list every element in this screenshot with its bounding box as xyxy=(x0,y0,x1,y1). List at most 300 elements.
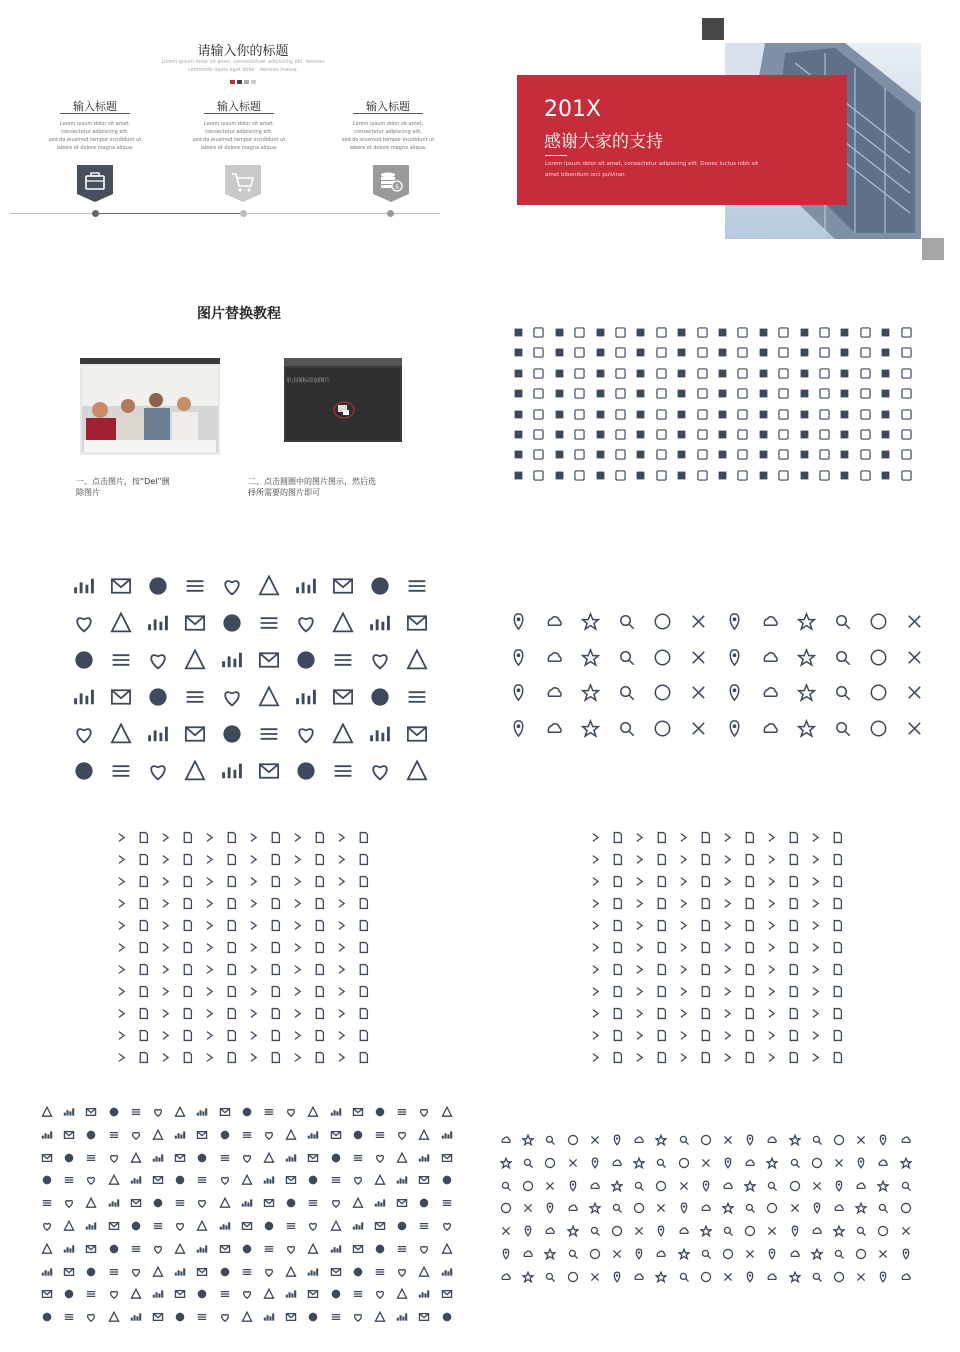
glyph-icon xyxy=(196,1266,208,1278)
glyph-icon xyxy=(330,1288,342,1300)
glyph-icon xyxy=(655,1157,667,1169)
glyph-icon xyxy=(743,897,756,910)
glyph-icon xyxy=(247,985,260,998)
glyph-icon xyxy=(700,1225,712,1237)
glyph-icon xyxy=(146,685,170,709)
glyph-icon xyxy=(589,1271,601,1283)
glyph-icon xyxy=(331,722,355,746)
glyph-icon xyxy=(181,919,194,932)
glyph-icon xyxy=(357,985,370,998)
glyph-icon xyxy=(634,408,647,421)
glyph-icon xyxy=(721,853,734,866)
column-2-title: 输入标题 xyxy=(217,100,261,113)
glyph-icon xyxy=(833,1157,845,1169)
glyph-icon xyxy=(63,1266,75,1278)
glyph-icon xyxy=(257,611,281,635)
glyph-icon xyxy=(655,448,668,461)
glyph-icon xyxy=(744,1202,756,1214)
glyph-icon xyxy=(831,1051,844,1064)
glyph-icon xyxy=(219,1243,231,1255)
glyph-icon xyxy=(589,1051,602,1064)
glyph-icon xyxy=(263,1243,275,1255)
glyph-icon xyxy=(787,831,800,844)
glyph-icon xyxy=(833,1180,845,1192)
glyph-icon xyxy=(567,1225,579,1237)
glyph-icon xyxy=(589,875,602,888)
glyph-icon xyxy=(196,1106,208,1118)
glyph-icon xyxy=(330,1311,342,1323)
glyph-icon xyxy=(269,875,282,888)
glyph-icon xyxy=(152,1197,164,1209)
column-1-text-1: Lorem ipsum dolor sit amet, xyxy=(59,121,131,127)
glyph-icon xyxy=(335,985,348,998)
glyph-icon xyxy=(589,1225,601,1237)
glyph-icon xyxy=(811,1225,823,1237)
glyph-icon xyxy=(721,1029,734,1042)
glyph-icon xyxy=(108,1311,120,1323)
glyph-icon xyxy=(798,367,811,380)
glyph-icon xyxy=(838,469,851,482)
glyph-icon xyxy=(241,1266,253,1278)
glyph-icon xyxy=(203,831,216,844)
glyph-icon xyxy=(573,346,586,359)
glyph-icon xyxy=(512,367,525,380)
glyph-icon xyxy=(722,1202,734,1214)
glyph-icon xyxy=(634,469,647,482)
glyph-icon xyxy=(285,1197,297,1209)
glyph-icon xyxy=(357,875,370,888)
glyph-icon xyxy=(743,919,756,932)
glyph-icon xyxy=(696,428,709,441)
glyph-icon xyxy=(307,1106,319,1118)
glyph-icon xyxy=(159,831,172,844)
glyph-icon xyxy=(699,897,712,910)
glyph-icon xyxy=(335,875,348,888)
glyph-icon xyxy=(137,897,150,910)
glyph-icon xyxy=(257,685,281,709)
glyph-icon xyxy=(115,1029,128,1042)
glyph-icon xyxy=(396,1106,408,1118)
glyph-icon xyxy=(900,428,913,441)
glyph-icon xyxy=(614,367,627,380)
glyph-icon xyxy=(831,963,844,976)
glyph-icon xyxy=(441,1129,453,1141)
glyph-icon xyxy=(269,897,282,910)
timeline-active xyxy=(95,213,243,214)
glyph-icon xyxy=(196,1288,208,1300)
glyph-icon xyxy=(159,985,172,998)
glyph-icon xyxy=(831,1007,844,1020)
glyph-icon xyxy=(174,1266,186,1278)
glyph-icon xyxy=(374,1106,386,1118)
glyph-icon xyxy=(655,469,668,482)
glyph-icon xyxy=(677,1029,690,1042)
glyph-icon xyxy=(357,941,370,954)
glyph-icon xyxy=(611,1157,623,1169)
glyph-icon xyxy=(677,875,690,888)
glyph-icon xyxy=(241,1129,253,1141)
glyph-icon xyxy=(611,897,624,910)
glyph-icon xyxy=(335,941,348,954)
glyph-icon xyxy=(137,919,150,932)
glyph-icon xyxy=(368,722,392,746)
glyph-icon xyxy=(441,1243,453,1255)
glyph-icon xyxy=(85,1243,97,1255)
glyph-icon xyxy=(743,853,756,866)
glyph-icon xyxy=(247,941,260,954)
glyph-icon xyxy=(594,387,607,400)
glyph-icon xyxy=(589,1157,601,1169)
glyph-icon xyxy=(159,897,172,910)
glyph-icon xyxy=(594,469,607,482)
glyph-icon xyxy=(696,387,709,400)
glyph-icon xyxy=(285,1220,297,1232)
glyph-icon xyxy=(833,648,852,667)
glyph-icon xyxy=(225,853,238,866)
glyph-icon xyxy=(553,448,566,461)
glyph-icon xyxy=(611,1029,624,1042)
glyph-icon xyxy=(766,1271,778,1283)
glyph-icon xyxy=(532,367,545,380)
glyph-icon xyxy=(441,1288,453,1300)
glyph-icon xyxy=(787,941,800,954)
glyph-icon xyxy=(617,612,636,631)
glyph-icon xyxy=(225,831,238,844)
glyph-icon xyxy=(696,367,709,380)
glyph-icon xyxy=(789,1180,801,1192)
glyph-icon xyxy=(699,941,712,954)
glyph-icon xyxy=(225,919,238,932)
glyph-icon xyxy=(553,346,566,359)
glyph-icon xyxy=(313,919,326,932)
glyph-icon xyxy=(766,1225,778,1237)
glyph-icon xyxy=(263,1220,275,1232)
glyph-icon xyxy=(553,428,566,441)
glyph-icon xyxy=(589,1029,602,1042)
step-1-line-2: 除图片 xyxy=(76,488,100,497)
glyph-icon xyxy=(247,831,260,844)
glyph-icon xyxy=(130,1288,142,1300)
glyph-icon xyxy=(174,1197,186,1209)
glyph-icon xyxy=(809,919,822,932)
glyph-icon xyxy=(553,408,566,421)
glyph-icon xyxy=(352,1197,364,1209)
glyph-icon xyxy=(725,683,744,702)
glyph-icon xyxy=(900,469,913,482)
glyph-icon xyxy=(294,759,318,783)
glyph-icon xyxy=(614,469,627,482)
glyph-icon xyxy=(869,648,888,667)
glyph-icon xyxy=(855,1225,867,1237)
glyph-icon xyxy=(352,1174,364,1186)
glyph-icon xyxy=(831,897,844,910)
glyph-icon xyxy=(634,367,647,380)
glyph-icon xyxy=(809,831,822,844)
glyph-icon xyxy=(196,1174,208,1186)
glyph-icon xyxy=(677,1051,690,1064)
glyph-icon xyxy=(757,387,770,400)
glyph-icon xyxy=(633,875,646,888)
glyph-icon xyxy=(181,853,194,866)
column-1-text-2: consectetur adipiscing elit, xyxy=(61,129,129,135)
glyph-icon xyxy=(900,367,913,380)
glyph-icon xyxy=(743,1029,756,1042)
glyph-icon xyxy=(777,408,790,421)
glyph-icon xyxy=(544,1248,556,1260)
glyph-icon xyxy=(699,1007,712,1020)
glyph-icon xyxy=(567,1134,579,1146)
glyph-icon xyxy=(721,897,734,910)
glyph-icon xyxy=(611,1051,624,1064)
glyph-icon xyxy=(130,1243,142,1255)
glyph-icon xyxy=(109,759,133,783)
glyph-icon xyxy=(787,853,800,866)
glyph-icon xyxy=(418,1106,430,1118)
glyph-icon xyxy=(722,1180,734,1192)
glyph-icon xyxy=(798,469,811,482)
glyph-icon xyxy=(589,985,602,998)
glyph-icon xyxy=(567,1248,579,1260)
glyph-icon xyxy=(159,1007,172,1020)
glyph-icon xyxy=(721,831,734,844)
glyph-icon xyxy=(418,1174,430,1186)
glyph-icon xyxy=(589,963,602,976)
glyph-icon xyxy=(765,985,778,998)
decor-square-dark xyxy=(702,18,724,40)
glyph-icon xyxy=(137,875,150,888)
glyph-icon xyxy=(573,428,586,441)
glyph-icon xyxy=(877,1180,889,1192)
glyph-icon xyxy=(699,853,712,866)
glyph-icon xyxy=(522,1248,534,1260)
glyph-icon xyxy=(833,1271,845,1283)
glyph-icon xyxy=(115,875,128,888)
glyph-icon xyxy=(589,919,602,932)
glyph-icon xyxy=(809,875,822,888)
glyph-icon xyxy=(614,387,627,400)
glyph-icon xyxy=(689,683,708,702)
placeholder-screenshot[interactable] xyxy=(284,358,402,442)
glyph-icon xyxy=(678,1180,690,1192)
glyph-icon xyxy=(220,574,244,598)
glyph-icon xyxy=(152,1106,164,1118)
glyph-icon xyxy=(152,1129,164,1141)
glyph-icon xyxy=(594,326,607,339)
glyph-icon xyxy=(109,722,133,746)
glyph-icon xyxy=(743,1007,756,1020)
glyph-icon xyxy=(838,387,851,400)
glyph-icon xyxy=(544,1202,556,1214)
glyph-icon xyxy=(611,1202,623,1214)
glyph-icon xyxy=(225,1051,238,1064)
glyph-icon xyxy=(183,722,207,746)
glyph-icon xyxy=(115,831,128,844)
glyph-icon xyxy=(699,1029,712,1042)
glyph-icon xyxy=(500,1202,512,1214)
glyph-icon xyxy=(900,1180,912,1192)
glyph-icon xyxy=(809,963,822,976)
glyph-icon xyxy=(72,759,96,783)
glyph-icon xyxy=(522,1225,534,1237)
glyph-icon xyxy=(500,1157,512,1169)
glyph-icon xyxy=(263,1174,275,1186)
placeholder-caption: 单击图标添加图片 xyxy=(286,378,331,384)
glyph-icon xyxy=(787,897,800,910)
glyph-icon xyxy=(725,648,744,667)
glyph-icon xyxy=(331,611,355,635)
glyph-icon xyxy=(241,1288,253,1300)
glyph-icon xyxy=(291,1051,304,1064)
glyph-icon xyxy=(374,1243,386,1255)
glyph-icon xyxy=(532,387,545,400)
svg-text:$: $ xyxy=(395,183,399,191)
glyph-icon xyxy=(532,346,545,359)
glyph-icon xyxy=(633,1180,645,1192)
glyph-icon xyxy=(115,1007,128,1020)
glyph-icon xyxy=(368,648,392,672)
glyph-icon xyxy=(696,346,709,359)
glyph-icon xyxy=(225,985,238,998)
glyph-icon xyxy=(263,1129,275,1141)
glyph-icon xyxy=(115,919,128,932)
glyph-icon xyxy=(241,1311,253,1323)
glyph-icon xyxy=(831,831,844,844)
glyph-icon xyxy=(611,875,624,888)
glyph-icon xyxy=(263,1311,275,1323)
glyph-icon xyxy=(313,853,326,866)
glyph-icon xyxy=(108,1129,120,1141)
glyph-icon xyxy=(63,1174,75,1186)
glyph-icon xyxy=(522,1271,534,1283)
glyph-icon xyxy=(787,1007,800,1020)
glyph-icon xyxy=(294,611,318,635)
glyph-icon xyxy=(219,1152,231,1164)
glyph-icon xyxy=(859,346,872,359)
glyph-icon xyxy=(441,1106,453,1118)
glyph-icon xyxy=(313,1051,326,1064)
glyph-icon xyxy=(736,448,749,461)
glyph-icon xyxy=(313,875,326,888)
glyph-icon xyxy=(41,1106,53,1118)
glyph-icon xyxy=(532,428,545,441)
glyph-icon xyxy=(196,1197,208,1209)
column-3-title: 输入标题 xyxy=(366,100,410,113)
glyph-icon xyxy=(589,1134,601,1146)
glyph-icon xyxy=(818,326,831,339)
glyph-icon xyxy=(335,897,348,910)
glyph-icon xyxy=(617,683,636,702)
glyph-icon xyxy=(611,963,624,976)
glyph-icon xyxy=(313,831,326,844)
glyph-icon xyxy=(765,1051,778,1064)
glyph-icon xyxy=(247,1007,260,1020)
glyph-icon xyxy=(789,1157,801,1169)
glyph-icon xyxy=(766,1202,778,1214)
glyph-icon xyxy=(203,941,216,954)
slide-tutorial xyxy=(0,270,480,540)
glyph-icon xyxy=(219,1266,231,1278)
column-3-text-2: consectetur adipiscing elit, xyxy=(354,129,422,135)
glyph-icon xyxy=(655,853,668,866)
glyph-icon xyxy=(611,919,624,932)
glyph-icon xyxy=(115,897,128,910)
glyph-icon xyxy=(441,1266,453,1278)
glyph-icon xyxy=(146,648,170,672)
glyph-icon xyxy=(152,1152,164,1164)
glyph-icon xyxy=(181,897,194,910)
glyph-icon xyxy=(655,1248,667,1260)
glyph-icon xyxy=(512,346,525,359)
glyph-icon xyxy=(818,448,831,461)
glyph-icon xyxy=(174,1220,186,1232)
glyph-icon xyxy=(313,1029,326,1042)
glyph-icon xyxy=(736,346,749,359)
glyph-icon xyxy=(152,1288,164,1300)
glyph-icon xyxy=(859,428,872,441)
glyph-icon xyxy=(553,326,566,339)
glyph-icon xyxy=(257,648,281,672)
glyph-icon xyxy=(500,1134,512,1146)
glyph-icon xyxy=(831,853,844,866)
glyph-icon xyxy=(634,346,647,359)
glyph-icon xyxy=(696,469,709,482)
glyph-icon xyxy=(374,1266,386,1278)
glyph-icon xyxy=(174,1174,186,1186)
glyph-icon xyxy=(736,469,749,482)
glyph-icon xyxy=(108,1220,120,1232)
glyph-icon xyxy=(357,1029,370,1042)
glyph-icon xyxy=(722,1134,734,1146)
glyph-icon xyxy=(307,1174,319,1186)
glyph-icon xyxy=(418,1266,430,1278)
glyph-icon xyxy=(900,1225,912,1237)
glyph-icon xyxy=(633,1029,646,1042)
glyph-icon xyxy=(247,875,260,888)
glyph-icon xyxy=(115,941,128,954)
glyph-icon xyxy=(418,1220,430,1232)
people-photo-screenshot[interactable] xyxy=(80,358,220,455)
glyph-icon xyxy=(743,831,756,844)
glyph-icon xyxy=(63,1152,75,1164)
glyph-icon xyxy=(247,963,260,976)
glyph-icon xyxy=(313,897,326,910)
glyph-icon xyxy=(130,1152,142,1164)
glyph-icon xyxy=(512,387,525,400)
glyph-icon xyxy=(716,367,729,380)
glyph-icon xyxy=(798,408,811,421)
glyph-icon xyxy=(721,1051,734,1064)
glyph-icon xyxy=(41,1288,53,1300)
glyph-icon xyxy=(330,1197,342,1209)
glyph-icon xyxy=(396,1243,408,1255)
glyph-icon xyxy=(330,1243,342,1255)
glyph-icon xyxy=(877,1225,889,1237)
glyph-icon xyxy=(374,1174,386,1186)
glyph-icon xyxy=(811,1271,823,1283)
glyph-icon xyxy=(689,612,708,631)
glyph-icon xyxy=(532,469,545,482)
glyph-icon xyxy=(146,722,170,746)
glyph-icon xyxy=(108,1243,120,1255)
glyph-icon xyxy=(108,1174,120,1186)
glyph-icon xyxy=(716,326,729,339)
glyph-icon xyxy=(838,346,851,359)
glyph-icon xyxy=(269,831,282,844)
glyph-icon xyxy=(85,1106,97,1118)
glyph-icon xyxy=(418,1243,430,1255)
glyph-icon xyxy=(900,326,913,339)
thanks-card xyxy=(517,75,847,205)
